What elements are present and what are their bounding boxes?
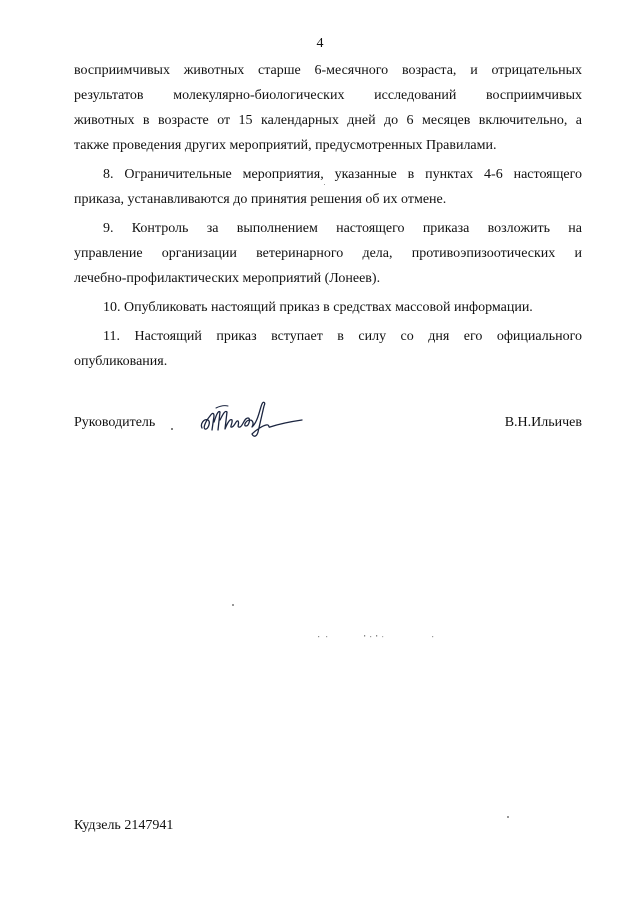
text-line: опубликования. (74, 354, 168, 369)
handwritten-signature (196, 396, 308, 444)
signatory-position: Руководитель (74, 415, 156, 430)
scan-speck (507, 816, 509, 818)
text-line: также проведения других мероприятий, предусмотренных Правилами. (74, 138, 497, 153)
text-line-item-8: 8. Ограничительные мероприятия, указанные в пунктах 4-6 настоящего (103, 167, 582, 182)
text-line: восприимчивых животных старше 6-месячного возраста, и отрицательных (74, 63, 582, 78)
scan-speck (324, 184, 325, 185)
text-line: приказа, устанавливаются до принятия решения об их отмене. (74, 192, 447, 207)
signatory-name: В.Н.Ильичев (504, 415, 582, 430)
text-line-item-11: 11. Настоящий приказ вступает в силу со дня его официального (103, 329, 582, 344)
document-body (74, 58, 582, 374)
text-line: результатов молекулярно-биологических исследований восприимчивых (74, 88, 582, 103)
text-line-item-10: 10. Опубликовать настоящий приказ в средствах массовой информации. (103, 300, 533, 315)
scan-artifact (316, 633, 436, 639)
scan-speck (171, 428, 173, 430)
text-line-item-9: 9. Контроль за выполнением настоящего приказа возложить на (103, 221, 582, 236)
scan-speck (232, 604, 234, 606)
page-number: 4 (316, 36, 324, 51)
executor-contact: Кудзель 2147941 (74, 818, 174, 833)
text-line: лечебно-профилактических мероприятий (Лонеев). (74, 271, 381, 286)
text-line: животных в возрасте от 15 календарных дней до 6 месяцев включительно, а (74, 113, 582, 128)
text-line: управление организации ветеринарного дела, противоэпизоотических и (74, 246, 582, 261)
